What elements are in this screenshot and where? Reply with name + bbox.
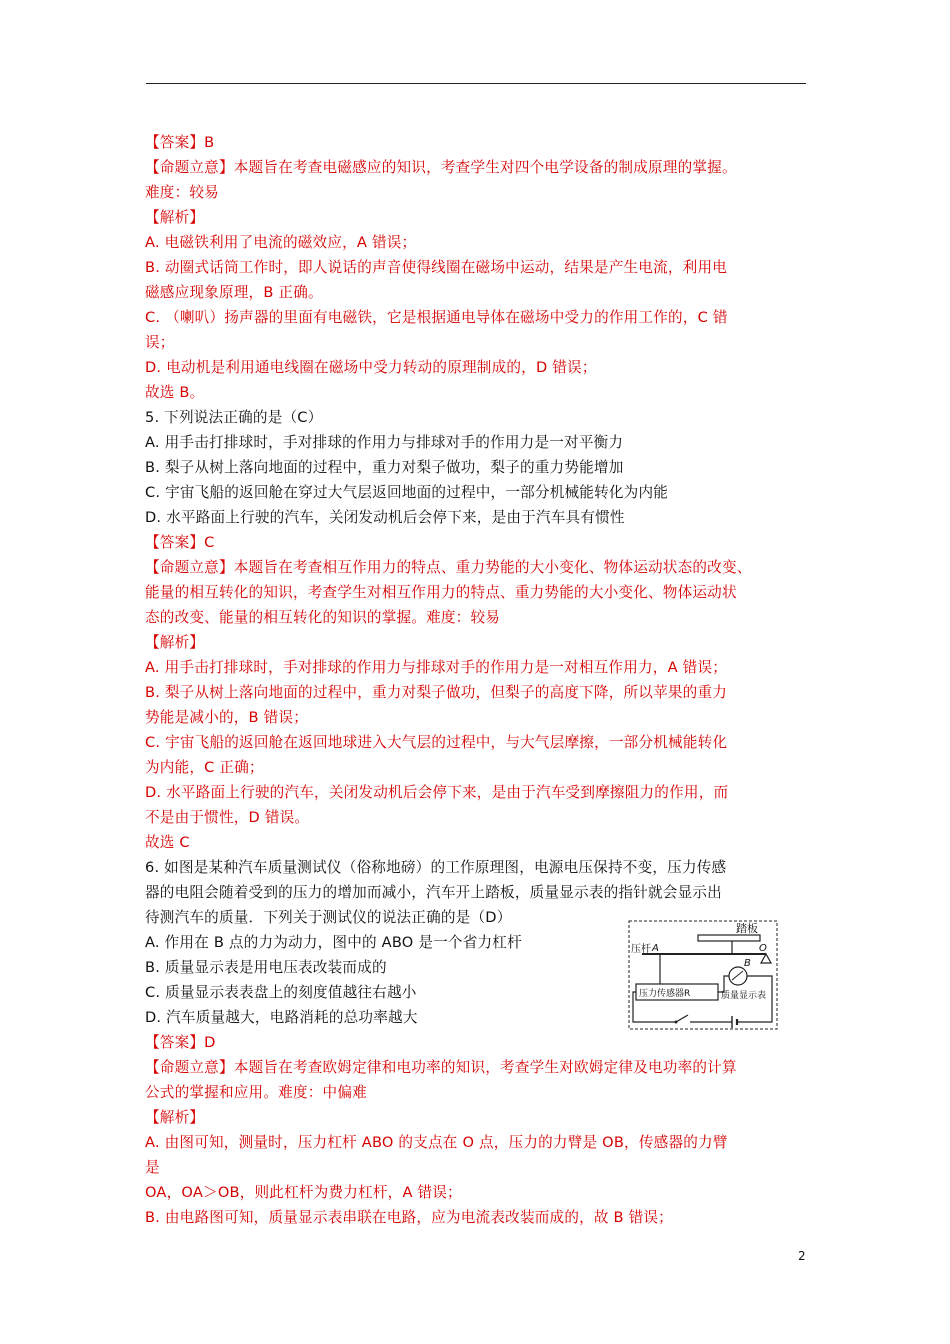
text-line: OA，OA＞OB，则此杠杆为费力杠杆，A 错误； [145,1184,462,1201]
text-line: 故选 C [145,834,190,851]
text-line: D. 水平路面上行驶的汽车，关闭发动机后会停下来，是由于汽车具有惯性 [145,509,625,526]
header-rule [146,83,806,84]
pedal-board [698,935,760,941]
text-line: D. 水平路面上行驶的汽车，关闭发动机后会停下来，是由于汽车受到摩擦阻力的作用，而 [145,784,729,801]
text-line: 是 [145,1159,160,1176]
text-line: 【答案】B [145,134,215,151]
text-line: 【命题立意】本题旨在考查电磁感应的知识，考查学生对四个电学设备的制成原理的掌握。 [145,159,737,176]
text-line: 态的改变、能量的相互转化的知识的掌握。难度：较易 [145,609,501,626]
text-line: 【命题立意】本题旨在考查欧姆定律和电功率的知识，考查学生对欧姆定律及电功率的计算 [145,1059,737,1076]
text-line: B. 动圈式话筒工作时，即人说话的声音使得线圈在磁场中运动，结果是产生电流，利用电 [145,259,728,276]
text-line: 【答案】C [145,534,215,551]
switch-icon [676,1015,688,1022]
text-line: 6. 如图是某种汽车质量测试仪（俗称地磅）的工作原理图，电源电压保持不变，压力传感 [145,859,727,876]
text-line: D. 电动机是利用通电线圈在磁场中受力转动的原理制成的，D 错误； [145,359,597,376]
text-line: B. 由电路图可知，质量显示表串联在电路，应为电流表改装而成的，故 B 错误； [145,1209,673,1226]
text-line: 难度：较易 [145,184,219,201]
text-line: 待测汽车的质量．下列关于测试仪的说法正确的是（D） [145,909,512,926]
label-b: B [744,958,751,969]
text-line: 【解析】 [145,634,205,651]
text-line: 势能是减小的，B 错误； [145,709,308,726]
lever-label: 压杆 [631,944,651,955]
text-line: B. 质量显示表是用电压表改装而成的 [145,959,387,976]
text-line: 器的电阻会随着受到的压力的增加而减小，汽车开上踏板，质量显示表的指针就会显示出 [145,884,722,901]
text-line: 误； [145,334,175,351]
meter-label: 质量显示表 [721,991,767,1001]
text-line: 公式的掌握和应用。难度：中偏难 [145,1084,367,1101]
text-line: B. 梨子从树上落向地面的过程中，重力对梨子做功，但梨子的高度下降，所以苹果的重力 [145,684,728,701]
text-line: 不是由于惯性，D 错误。 [145,809,310,826]
text-line: C. 宇宙飞船的返回舱在返回地球进入大气层的过程中，与大气层摩擦，一部分机械能转化 [145,734,728,751]
label-a: A [652,943,659,954]
switch-pivot [675,1021,678,1024]
text-line: A. 作用在 B 点的力为动力，图中的 ABO 是一个省力杠杆 [145,934,522,951]
text-line: 【解析】 [145,209,205,226]
meter-icon [729,967,747,985]
text-line: A. 由图可知，测量时，压力杠杆 ABO 的支点在 O 点，压力的力臂是 OB，传感器的力臂 [145,1134,728,1151]
text-line: A. 用手击打排球时，手对排球的作用力与排球对手的作用力是一对平衡力 [145,434,624,451]
pedal-label: 踏板 [736,922,758,935]
wire-sensor-meter [718,976,729,992]
sensor-label: 压力传感器R [639,989,691,999]
text-line: D. 汽车质量越大，电路消耗的总功率越大 [145,1009,418,1026]
text-line: 为内能，C 正确； [145,759,264,776]
text-line: 能量的相互转化的知识，考查学生对相互作用力的特点、重力势能的大小变化、物体运动状 [145,584,737,601]
text-line: 故选 B。 [145,384,205,401]
page-number: 2 [798,1249,806,1263]
text-line: C. （喇叭）扬声器的里面有电磁铁，它是根据通电导体在磁场中受力的作用工作的，C 错 [145,309,728,326]
fulcrum-icon [761,954,771,963]
text-line: 5. 下列说法正确的是（C） [145,409,323,426]
circuit-diagram [628,920,778,1030]
text-line: B. 梨子从树上落向地面的过程中，重力对梨子做功，梨子的重力势能增加 [145,459,624,476]
text-line: C. 质量显示表表盘上的刻度值越往右越小 [145,984,417,1001]
text-line: 磁感应现象原理，B 正确。 [145,284,323,301]
text-line: 【解析】 [145,1109,205,1126]
text-line: 【命题立意】本题旨在考查相互作用力的特点、重力势能的大小变化、物体运动状态的改变、 [145,559,752,576]
text-line: A. 用手击打排球时，手对排球的作用力与排球对手的作用力是一对相互作用力，A 错误； [145,659,727,676]
label-o: O [759,943,767,954]
text-line: A. 电磁铁利用了电流的磁效应，A 错误； [145,234,417,251]
text-line: C. 宇宙飞船的返回舱在穿过大气层返回地面的过程中，一部分机械能转化为内能 [145,484,669,501]
text-line: 【答案】D [145,1034,216,1051]
